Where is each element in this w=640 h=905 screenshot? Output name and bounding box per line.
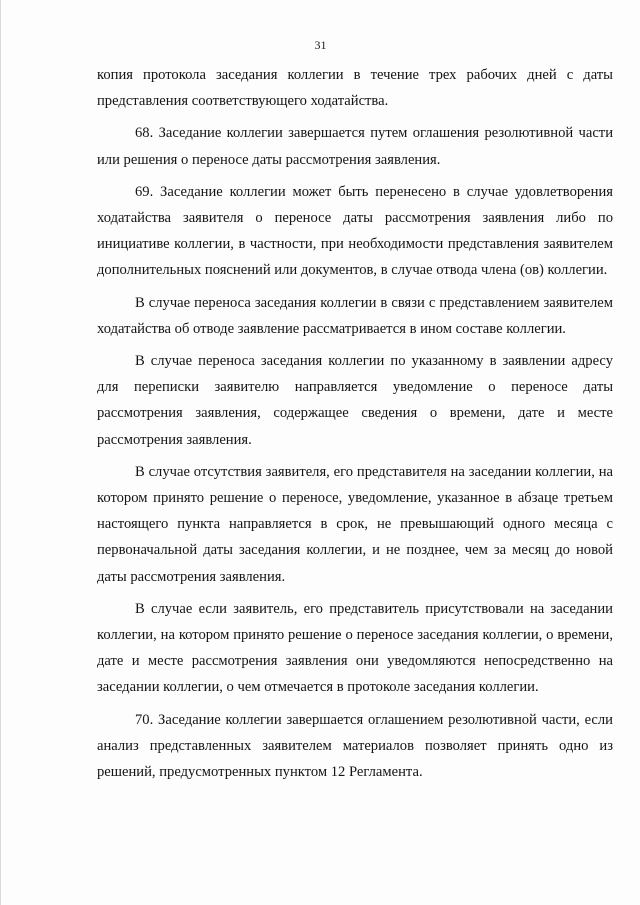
paragraph-continuation: копия протокола заседания коллегии в течение трех рабочих дней с даты представления соответствующего ходатайства. <box>97 67 613 110</box>
page-body <box>97 62 613 785</box>
paragraph-69-notification: В случае переноса заседания коллегии по указанному в заявлении адресу для переписки заявителю направляется уведомление о переносе даты рассмотрения заявления, содержащее сведения о времени, дате и месте рассмотрения заявления. <box>97 353 613 448</box>
paragraph-70: 70. Заседание коллегии завершается оглашением резолютивной части, если анализ представленных заявителем материалов позволяет принять одно из решений, предусмотренных пунктом 12 Регламента. <box>97 711 613 781</box>
paragraph-69-absence: В случае отсутствия заявителя, его представителя на заседании коллегии, на котором принято решение о переносе, уведомление, указанное в абзаце третьем настоящего пункта направляется в срок, не превышающий одного месяца с первоначальной даты заседания коллегии, и не позднее, чем за месяц до новой даты рассмотрения заявления. <box>97 463 613 585</box>
paragraph-69-presence: В случае если заявитель, его представитель присутствовали на заседании коллегии, на котором принято решение о переносе заседания коллегии, о времени, дате и месте рассмотрения заявления они уведомляются непосредственно на заседании коллегии, о чем отмечается в протоколе заседания коллегии. <box>97 600 613 696</box>
paragraph-69-recusal: В случае переноса заседания коллегии в связи с представлением заявителем ходатайства об отводе заявление рассматривается в ином составе коллегии. <box>97 294 613 337</box>
page-number: 31 <box>314 38 327 52</box>
paragraph-69: 69. Заседание коллегии может быть перенесено в случае удовлетворения ходатайства заявителя о переносе даты рассмотрения заявления либо по инициативе коллегии, в частности, при необходимости представления заявителем дополнительных пояснений или документов, в случае отвода члена (ов) коллегии. <box>97 183 613 279</box>
paragraph-68: 68. Заседание коллегии завершается путем оглашения резолютивной части или решения о переносе даты рассмотрения заявления. <box>97 125 613 168</box>
